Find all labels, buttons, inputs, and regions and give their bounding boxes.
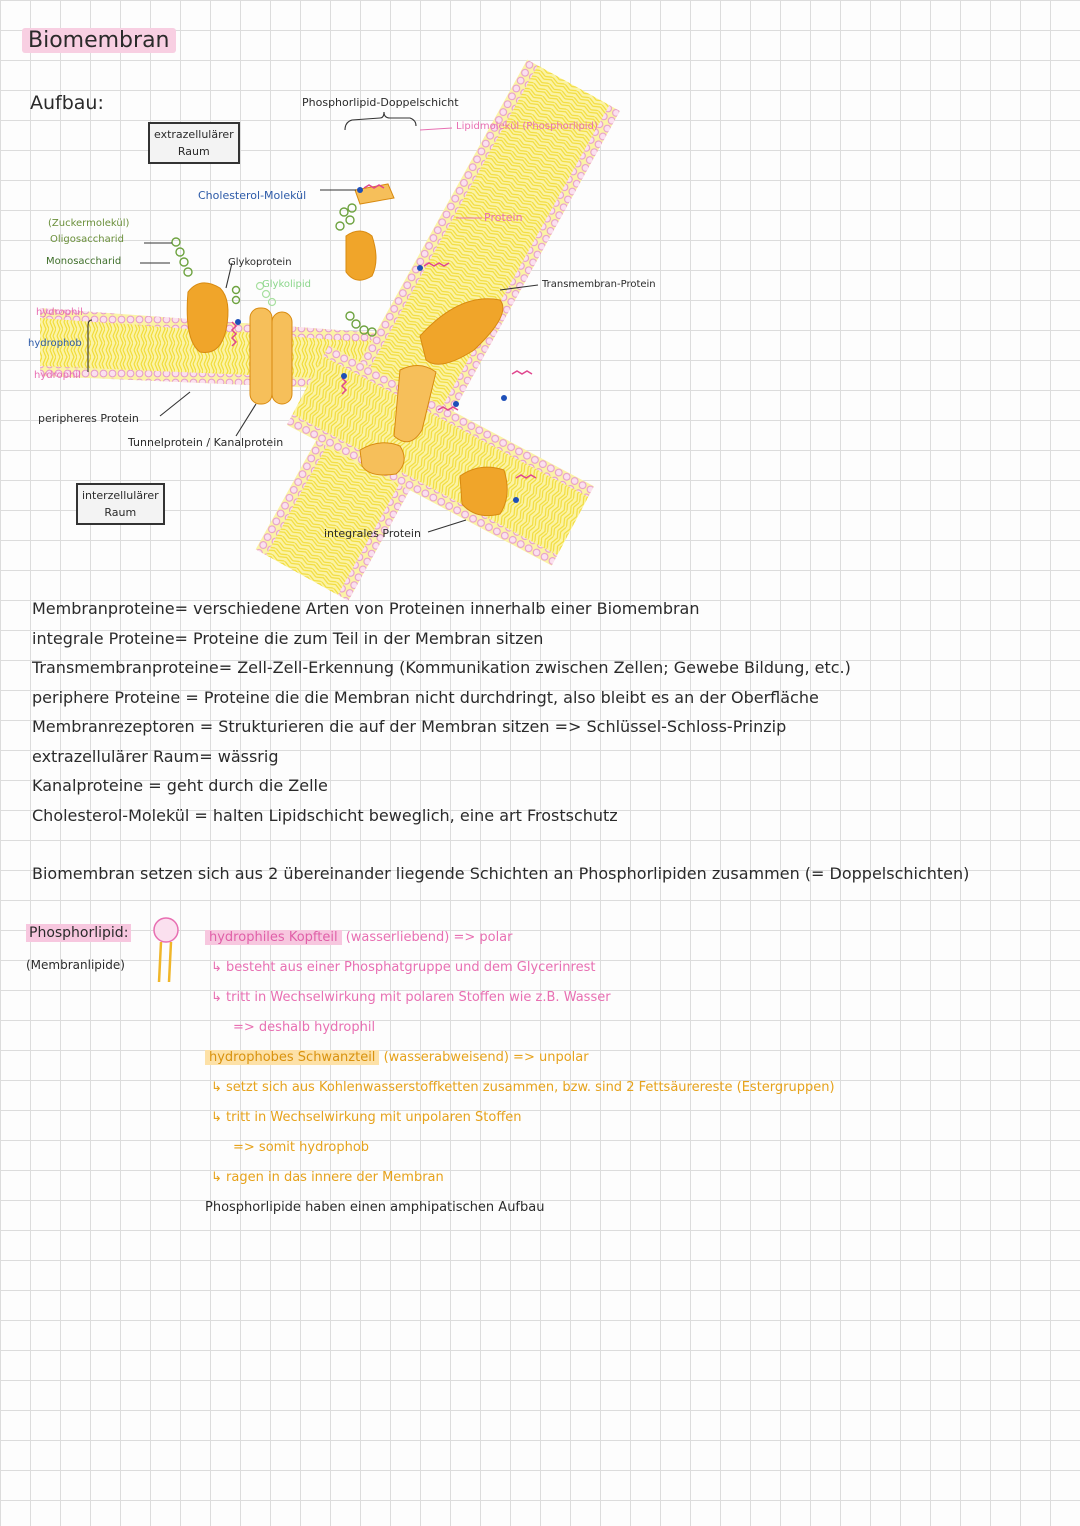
head-detail-2: ↳ tritt in Wechselwirkung mit polaren Stoffen wie z.B. Wasser [211,990,611,1005]
label-glycolipid: Glykolipid [262,279,312,290]
page-title: Biomembran [22,28,176,53]
note-item: Membranrezeptoren = Strukturieren die auf der Membran sitzen => Schlüssel-Schloss-Prinzip [32,717,787,736]
note-item: periphere Proteine = Proteine die die Membran nicht durchdringt, also bleibt es an der Oberfläche [32,687,819,707]
extra-box-line-2: Raum [177,145,210,158]
tail-line [205,1043,835,1073]
tail-term: hydrophobes Schwanzteil [205,1050,379,1065]
inter-box-line-1: interzellulärer [82,489,159,502]
phospholipid-conclusion: Phosphorlipide haben einen amphipatischen Aufbau [205,1200,545,1215]
label-oligosaccharide: Oligosaccharid [50,234,124,245]
label-phospholipid-bilayer: Phosphorlipid-Doppelschicht [302,96,459,109]
phospholipid-label: Phosphorlipid: [26,924,131,942]
tail-detail-4: ↳ ragen in das innere der Membran [211,1170,444,1185]
tail-detail-3: => somit hydrophob [233,1140,370,1155]
note-item: Kanalproteine = geht durch die Zelle [32,776,328,795]
intercellular-space-box [76,483,165,525]
head-detail-1: ↳ besteht aus einer Phosphatgruppe und dem Glycerinrest [211,960,596,975]
label-hydrophobic: hydrophob [28,338,82,349]
label-tunnel-protein: Tunnelprotein / Kanalprotein [128,436,284,449]
label-lipid-molecule: Lipidmolekül (Phosphorlipid) [456,121,598,132]
head-term: hydrophiles Kopfteil [205,930,342,945]
label-sugar-molecule: (Zuckermolekül) [48,218,130,229]
label-transmembrane-protein: Transmembran-Protein [542,279,656,290]
phospholipid-sublabel: (Membranlipide) [26,958,125,972]
extra-box-line-1: extrazellulärer [154,128,234,141]
phospholipid-details [205,923,835,1223]
note-item: integrale Proteine= Proteine die zum Teil in der Membran sitzen [32,628,544,648]
section-heading-aufbau: Aufbau: [30,92,104,114]
tail-detail-1: ↳ setzt sich aus Kohlenwasserstoffketten zusammen, bzw. sind 2 Fettsäurereste (Estergruppen) [211,1080,835,1095]
inter-box-line-2: Raum [104,506,137,519]
tail-detail-2: ↳ tritt in Wechselwirkung mit unpolaren Stoffen [211,1110,522,1125]
note-item: extrazellulärer Raum= wässrig [32,746,279,766]
notes-list [32,594,851,830]
label-glycoprotein: Glykoprotein [228,257,292,268]
label-cholesterol-text: Cholesterol-Molekül [198,189,307,202]
tail-desc: (wasserabweisend) => unpolar [383,1050,589,1065]
head-desc: (wasserliebend) => polar [345,930,513,945]
label-monosaccharide: Monosaccharid [46,256,122,267]
label-protein: Protein [484,211,523,224]
head-detail-3: => deshalb hydrophil [233,1020,376,1035]
label-hydrophilic-top: hydrophil [36,307,83,318]
summary-sentence: Biomembran setzen sich aus 2 übereinander liegende Schichten an Phosphorlipiden zusammen (= Doppelschichten) [32,864,970,883]
head-line [205,923,835,953]
label-cholesterol [198,189,306,202]
label-peripheral-protein: peripheres Protein [38,412,139,425]
note-item: Transmembranproteine= Zell-Zell-Erkennung (Kommunikation zwischen Zellen; Gewebe Bildung, etc.) [32,658,851,677]
label-hydrophilic-bottom: hydrophil [34,370,81,381]
label-integral-protein: integrales Protein [324,527,421,540]
phospholipid-icon [154,918,178,982]
extracellular-space-box [148,122,240,164]
note-item: Membranproteine= verschiedene Arten von Proteinen innerhalb einer Biomembran [32,599,700,618]
note-item: Cholesterol-Molekül = halten Lipidschicht beweglich, eine art Frostschutz [32,805,618,825]
